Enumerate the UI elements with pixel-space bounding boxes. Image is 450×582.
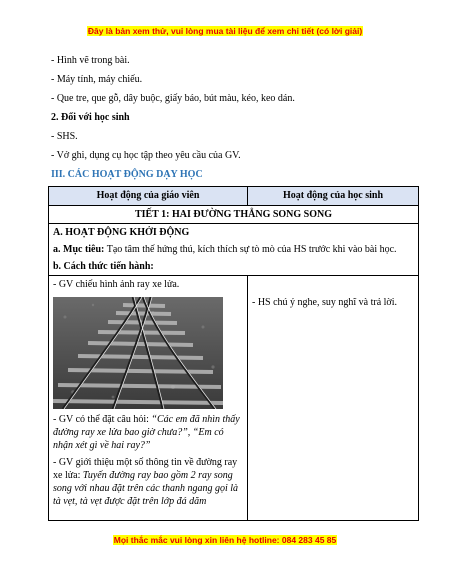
goal-paragraph <box>53 243 414 256</box>
activity-table <box>48 186 419 521</box>
teacher-question-text: “Các em đã nhìn thấy đường ray xe lửa bao giờ chưa?”, “Em có nhận xét gì về hai ray?” <box>53 414 240 451</box>
document-body <box>51 54 421 186</box>
goal-label: a. Mục tiêu: <box>53 244 105 255</box>
preview-notice-text: Đây là bản xem thử, vui lòng mua tài liệu để xem chi tiết (có lời giải) <box>87 26 363 36</box>
student-column-header: Hoạt động của học sinh <box>248 187 419 206</box>
student-activity-cell <box>248 276 419 521</box>
teacher-column-header: Hoạt động của giáo viên <box>49 187 248 206</box>
preview-notice <box>0 26 450 36</box>
student-item: - Vở ghi, dụng cụ học tập theo yêu cầu của GV. <box>51 150 241 161</box>
teacher-activity-cell <box>49 276 248 521</box>
hotline-notice <box>0 535 450 545</box>
material-item: - Que tre, que gỗ, dây buộc, giấy báo, bút màu, kéo, keo dán. <box>51 93 295 104</box>
railway-photo <box>53 297 223 409</box>
teacher-question <box>53 413 243 452</box>
section-title: III. CÁC HOẠT ĐỘNG DẠY HỌC <box>51 169 203 180</box>
activity-intro <box>49 224 419 276</box>
lesson-title: TIẾT 1: HAI ĐƯỜNG THẲNG SONG SONG <box>49 206 419 224</box>
teacher-info-text: Tuyến đường ray bao gồm 2 ray song song với nhau đặt trên các thanh ngang gọi là tà vẹt, tà vẹt được đặt trên lớp đá dăm <box>53 470 239 507</box>
method-label: b. Cách thức tiến hành: <box>53 261 154 272</box>
teacher-info-prefix: - GV giới thiệu một số thông tin về đường ray xe lửa: <box>53 457 238 481</box>
goal-text: Tạo tâm thế hứng thú, kích thích sự tò mò của HS trước khi vào bài học. <box>104 244 397 255</box>
teacher-info <box>53 456 243 508</box>
teacher-question-prefix: - GV có thể đặt câu hỏi: <box>53 414 152 425</box>
students-heading: 2. Đối với học sinh <box>51 112 130 123</box>
teacher-intro: - GV chiếu hình ảnh ray xe lửa. <box>53 279 180 290</box>
activity-title: A. HOẠT ĐỘNG KHỞI ĐỘNG <box>53 227 190 238</box>
material-item: - Hình vẽ trong bài. <box>51 55 130 66</box>
material-item: - Máy tính, máy chiếu. <box>51 74 143 85</box>
student-response: - HS chú ý nghe, suy nghĩ và trả lời. <box>252 297 397 308</box>
hotline-notice-text: Mọi thắc mắc vui lòng xin liên hệ hotline: 084 283 45 85 <box>113 535 337 545</box>
student-item: - SHS. <box>51 131 78 142</box>
